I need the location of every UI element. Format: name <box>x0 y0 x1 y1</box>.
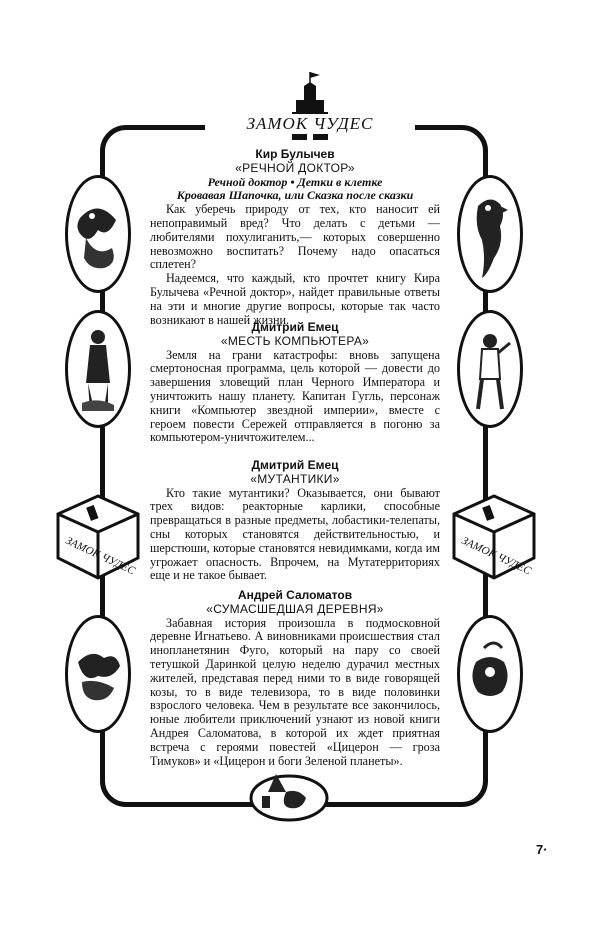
page-number: 7· <box>536 842 548 857</box>
section-author: Дмитрий Емец <box>251 320 339 334</box>
section-paragraph: Кто такие мутантики? Оказывается, они бывают трех видов: реакторные карлики, способные превращаться в разные предметы, лобастики-телепаты, сны которых становятся действительностью, и шерстюши, которые становятся невидимками, когда им угрожает опасность. Впрочем, на Мутатерриториях еще и не такое бывает. <box>150 485 440 583</box>
cube-label-right: ЗАМОК ЧУДЕС <box>459 534 533 578</box>
medallion-illustration-right-2 <box>457 310 523 428</box>
medallion-illustration-right-1 <box>457 175 523 293</box>
battle-scene-icon <box>68 618 128 730</box>
medallion-illustration-left-2 <box>65 310 131 428</box>
section-author: Дмитрий Емец <box>251 458 339 472</box>
section-author: Андрей Саломатов <box>237 588 353 602</box>
cube-label-left: ЗАМОК ЧУДЕС <box>63 534 137 578</box>
section-paragraph: Как уберечь природу от тех, кто наносит ей непоправимый вред? Что делать с детьми — любителями похулиганить,— которых совершенно невозможно воспитать? Почему надо опасаться сплетен? <box>150 202 440 272</box>
jester-icon <box>460 313 520 425</box>
header-title: ЗАМОК ЧУДЕС <box>205 114 415 134</box>
section-title: «СУМАСШЕДШАЯ ДЕРЕВНЯ» <box>206 601 384 616</box>
cube-logo-right <box>448 492 540 582</box>
section-sumasshedshaya-derevnya <box>150 589 440 768</box>
knight-icon <box>68 313 128 425</box>
section-paragraph: Земля на грани катастрофы: вновь запущена смертоносная программа, цель которой — довести до завершения зловещий план Черного Императора и уничтожить нашу планету. Капитан Гугль, персонаж книги «Компьютер звездной империи», вместе с героем повести Сережей отправляется в погоню за компьютером-уничтожителем... <box>150 347 440 445</box>
header <box>205 70 415 140</box>
cube-logo-left <box>52 492 144 582</box>
section-paragraph: Надеемся, что каждый, кто прочтет книгу Кира Булычева «Речной доктор», найдет правильные ответы на эти и многие другие вопросы, которые так часто возникают в нашей жизни. <box>150 271 440 327</box>
creature-pot-icon <box>460 618 520 730</box>
medallion-illustration-left-1 <box>65 175 131 293</box>
section-title: «РЕЧНОЙ ДОКТОР» <box>235 160 355 175</box>
section-title: «МЕСТЬ КОМПЬЮТЕРА» <box>220 333 370 348</box>
medallion-illustration-left-3 <box>65 615 131 733</box>
section-title: «МУТАНТИКИ» <box>250 471 340 486</box>
section-subtitle: Кровавая Шапочка, или Сказка после сказки <box>176 188 414 203</box>
section-mutantiki <box>150 459 440 583</box>
parrot-icon <box>460 178 520 290</box>
section-subtitle: Речной доктор • Детки в клетке <box>207 174 383 189</box>
creatures-icon <box>68 178 128 290</box>
medallion-illustration-right-3 <box>457 615 523 733</box>
section-author: Кир Булычев <box>255 147 335 161</box>
section-rechnoy-doktor <box>150 148 440 327</box>
section-mest-kompyutera <box>150 321 440 445</box>
section-paragraph: Забавная история произошла в подмосковной деревне Игнатьево. А виновниками происшествия стал инопланетянин Фуго, который на пару со своей тетушкой Даринкой целую неделю дурачил местных жителей, представая перед ними то в виде говорящей козы, то в виде телевизора, то в виде половинки взрослого человека. Чем в результате все закончилось, юные любители приключений узнают из новой книги Андрея Саломатова, в которой их ждет приятная встреча с героями повестей «Цицерон — гроза Тимуков» и «Цицерон и боги Зеленой планеты». <box>150 615 440 768</box>
wizard-vignette-icon <box>246 762 332 822</box>
